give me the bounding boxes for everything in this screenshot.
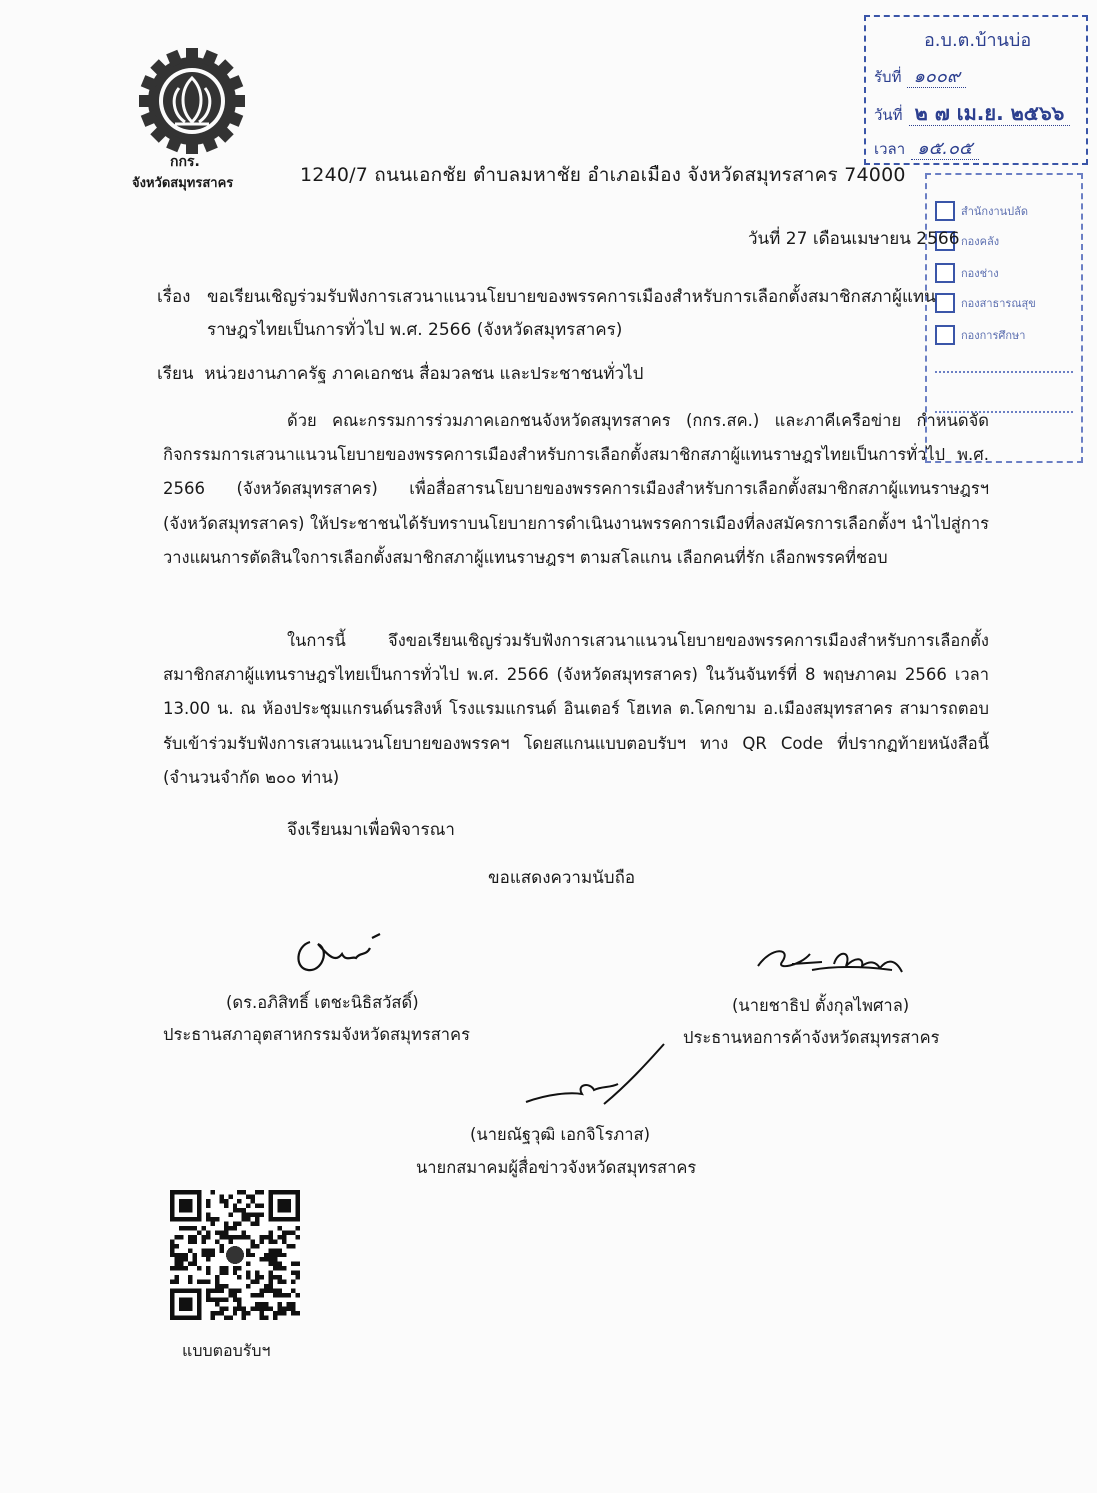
signatory-3-title: นายกสมาคมผู้สื่อข่าวจังหวัดสมุทรสาคร	[416, 1158, 697, 1177]
stamp-date-label: วันที่	[874, 106, 903, 124]
qr-caption: แบบตอบรับฯ	[182, 1341, 271, 1360]
stamp-time-label: เวลา	[874, 140, 906, 158]
signature-3	[518, 1040, 668, 1110]
routing-divider	[935, 371, 1073, 373]
stamp-date-value: ๒ ๗ เม.ย. ๒๕๖๖	[909, 101, 1071, 126]
subject-label: เรื่อง	[157, 287, 191, 307]
checkbox-icon	[935, 263, 955, 283]
signature-1	[290, 928, 390, 976]
recipient	[157, 360, 643, 387]
qr-code[interactable]	[170, 1190, 300, 1320]
routing-item: กองการศึกษา	[935, 325, 1025, 345]
logo-province: จังหวัดสมุทรสาคร	[132, 176, 234, 191]
received-stamp	[864, 15, 1088, 165]
stamp-number-row	[874, 61, 966, 90]
organization-logo	[135, 44, 249, 158]
closing-regards: ขอแสดงความนับถือ	[488, 868, 636, 888]
checkbox-icon	[935, 201, 955, 221]
recipient-text: หน่วยงานภาครัฐ ภาคเอกชน สื่อมวลชน และประชาชนทั่วไป	[204, 364, 644, 384]
stamp-time-value: ๑๕.๐๕	[911, 138, 978, 160]
consideration-line: จึงเรียนมาเพื่อพิจารณา	[287, 820, 455, 840]
routing-item: กองช่าง	[935, 263, 999, 283]
subject	[157, 281, 987, 347]
signatory-1-name: (ดร.อภิสิทธิ์ เตชะนิธิสวัสดิ์)	[226, 993, 419, 1012]
logo-abbreviation: กกร.	[170, 154, 200, 170]
routing-item: กองสาธารณสุข	[935, 293, 1036, 313]
signatory-2-title: ประธานหอการค้าจังหวัดสมุทรสาคร	[683, 1028, 940, 1047]
stamp-date-row	[874, 97, 1070, 129]
signatory-2-name: (นายชาธิป ตั้งกุลไพศาล)	[732, 996, 910, 1015]
stamp-time-row	[874, 133, 979, 162]
subject-line-2: ราษฎรไทยเป็นการทั่วไป พ.ศ. 2566 (จังหวัดสมุทรสาคร)	[207, 320, 623, 340]
routing-item: กองคลัง	[935, 231, 999, 251]
document-date: วันที่ 27 เดือนเมษายน 2566	[748, 229, 960, 249]
stamp-number-label: รับที่	[874, 68, 902, 86]
routing-item: สำนักงานปลัด	[935, 201, 1028, 221]
body-paragraph-1: ด้วย คณะกรรมการร่วมภาคเอกชนจังหวัดสมุทรสาคร (กกร.สค.) และภาคีเครือข่าย กำหนดจัดกิจกรรมการเสวนาแนวนโยบายของพรรคการเมืองสำหรับการเลือกตั้งสมาชิกสภาผู้แทนราษฎรไทยเป็นการทั่วไป พ.ศ. 2566 (จังหวัดสมุทรสาคร) เพื่อสื่อสารนโยบายของพรรคการเมืองสำหรับการเลือกตั้งสมาชิกสภาผู้แทนราษฎรฯ (จังหวัดสมุทรสาคร) ให้ประชาชนได้รับทราบนโยบายการดำเนินงานพรรคการเมืองที่ลงสมัครการเลือกตั้งฯ นำไปสู่การวางแผนการตัดสินใจการเลือกตั้งสมาชิกสภาผู้แทนราษฎรฯ ตามสโลแกน เลือกคนที่รัก เลือกพรรคที่ชอบ	[163, 411, 989, 567]
stamp-office: อ.บ.ต.บ้านบ่อ	[924, 30, 1032, 51]
signatory-3-name: (นายณัฐวุฒิ เอกจิโรภาส)	[470, 1125, 651, 1144]
recipient-label: เรียน	[157, 364, 194, 384]
signatory-1-title: ประธานสภาอุตสาหกรรมจังหวัดสมุทรสาคร	[163, 1025, 470, 1044]
body-paragraph-2: ในการนี้ จึงขอเรียนเชิญร่วมรับฟังการเสวนาแนวนโยบายของพรรคการเมืองสำหรับการเลือกตั้งสมาชิกสภาผู้แทนราษฎรไทยเป็นการทั่วไป พ.ศ. 2566 (จังหวัดสมุทรสาคร) ในวันจันทร์ที่ 8 พฤษภาคม 2566 เวลา 13.00 น. ณ ห้องประชุมแกรนด์นรสิงห์ โรงแรมแกรนด์ อินเตอร์ โฮเทล ต.โคกขาม อ.เมืองสมุทรสาคร สามารถตอบรับเข้าร่วมรับฟังการเสวนแนวนโยบายของพรรคฯ โดยสแกนแบบตอบรับฯ ทาง QR Code ที่ปรากฏท้ายหนังสือนี้ (จำนวนจำกัด ๒๐๐ ท่าน)	[163, 631, 989, 787]
subject-line-1: ขอเรียนเชิญร่วมรับฟังการเสวนาแนวนโยบายของพรรคการเมืองสำหรับการเลือกตั้งสมาชิกสภาผู้แทน	[207, 287, 936, 307]
stamp-number-value: ๑๐๐๙	[907, 66, 966, 88]
signature-2	[752, 936, 912, 986]
sender-address: 1240/7 ถนนเอกชัย ตำบลมหาชัย อำเภอเมือง จังหวัดสมุทรสาคร 74000	[300, 164, 906, 186]
